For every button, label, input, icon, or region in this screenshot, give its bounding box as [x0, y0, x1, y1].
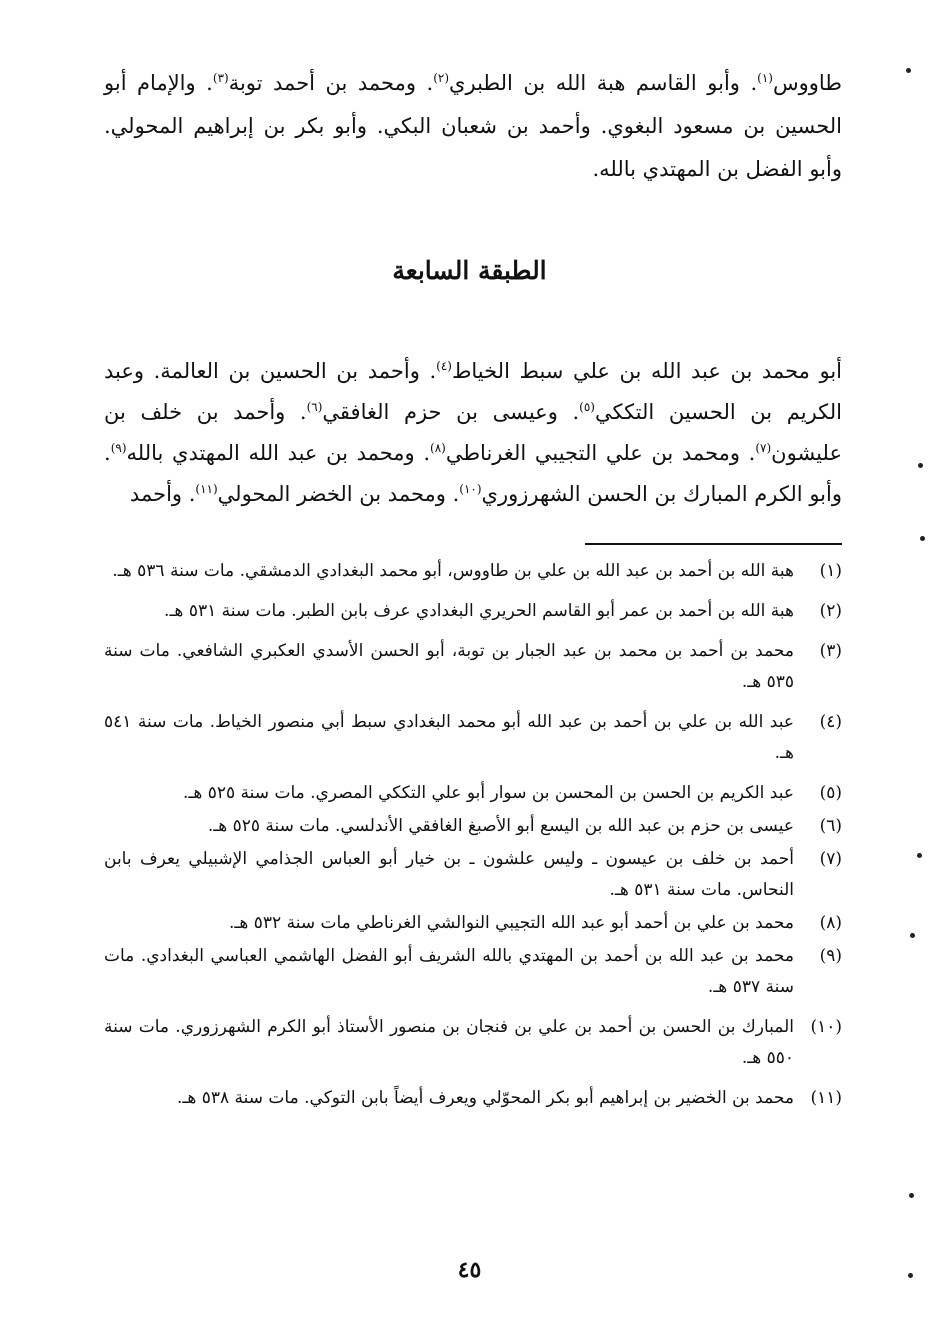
footnote-item — [104, 811, 842, 842]
footnote-divider — [585, 543, 842, 545]
footnote-item — [104, 556, 842, 587]
scan-speck — [908, 1273, 913, 1278]
body-text: . ومحمد بن الخضر المحولي — [217, 482, 460, 506]
footnote-text: أحمد بن خلف بن عيسون ـ وليس علشون ـ بن خيار أبو العباس الجذامي الإشبيلي يعرف بابن النحاس. مات سنة ٥٣١ هـ. — [104, 849, 794, 900]
scan-speck — [906, 68, 911, 73]
footnote-item — [104, 1012, 842, 1074]
intro-text: طاووس — [772, 71, 843, 95]
body-text: . وعيسى بن حزم الغافقي — [322, 400, 580, 424]
footnote-ref[interactable]: (٣) — [212, 71, 229, 85]
body-text: . ومحمد بن عبد الله المهتدي بالله — [126, 441, 430, 465]
footnote-item — [104, 636, 842, 698]
page-number: ٤٥ — [457, 1257, 482, 1283]
footnote-item — [104, 1083, 842, 1114]
footnote-text: عبد الكريم بن الحسن بن المحسن بن سوار أبو علي التككي المصري. مات سنة ٥٢٥ هـ. — [182, 783, 794, 803]
footnote-number: (١) — [819, 561, 842, 581]
footnote-ref[interactable]: (٤) — [436, 359, 452, 373]
footnote-number: (١٠) — [810, 1017, 842, 1037]
scan-speck — [917, 853, 922, 858]
footnote-ref[interactable]: (١١) — [195, 482, 218, 496]
footnote-item — [104, 778, 842, 809]
footnote-text: هبة الله بن أحمد بن عبد الله بن علي بن طاووس، أبو محمد البغدادي الدمشقي. مات سنة ٥٣٦ هـ. — [112, 561, 794, 581]
scan-speck — [920, 536, 925, 541]
footnote-item — [104, 908, 842, 939]
scan-speck — [910, 933, 915, 938]
footnote-ref[interactable]: (٧) — [755, 441, 772, 455]
footnote-text: هبة الله بن أحمد بن عمر أبو القاسم الحريري البغدادي عرف بابن الطبر. مات سنة ٥٣١ هـ. — [164, 601, 794, 621]
footnote-number: (٧) — [819, 849, 842, 869]
section-heading: الطبقة السابعة — [392, 256, 547, 285]
footnote-number: (٤) — [819, 712, 842, 732]
body-text: . وأحمد — [129, 482, 196, 506]
body-text: . وأحمد بن خلف بن عليشون — [104, 400, 842, 465]
footnote-item — [104, 596, 842, 627]
body-text: . ومحمد بن علي التجيبي الغرناطي — [445, 441, 756, 465]
footnote-number: (٨) — [819, 913, 842, 933]
footnote-number: (٣) — [819, 641, 842, 661]
footnote-item — [104, 941, 842, 1003]
body-paragraph — [104, 351, 842, 515]
footnote-text: عيسى بن حزم بن عبد الله بن اليسع أبو الأصبغ الغافقي الأندلسي. مات سنة ٥٢٥ هـ. — [207, 816, 794, 836]
footnote-text: المبارك بن الحسن بن أحمد بن علي بن فنجان بن منصور الأستاذ أبو الكرم الشهرزوري. مات سنة ٥٥٠ هـ. — [104, 1017, 794, 1068]
footnote-ref[interactable]: (٩) — [110, 441, 127, 455]
footnote-number: (١١) — [810, 1088, 842, 1108]
body-text: أبو محمد بن عبد الله بن علي سبط الخياط — [451, 359, 842, 383]
footnote-item — [104, 844, 842, 906]
scan-speck — [918, 463, 923, 468]
footnote-text: محمد بن أحمد بن محمد بن عبد الجبار بن توبة، أبو الحسن الأسدي العكبري الشافعي. مات سنة ٥٣٥ هـ. — [104, 641, 794, 692]
footnote-number: (٢) — [819, 601, 842, 621]
footnote-text: محمد بن علي بن أحمد أبو عبد الله التجيبي النوالشي الغرناطي مات سنة ٥٣٢ هـ. — [229, 913, 794, 933]
footnote-item — [104, 707, 842, 769]
footnote-ref[interactable]: (٥) — [579, 400, 595, 414]
footnote-ref[interactable]: (١) — [757, 71, 773, 85]
footnote-ref[interactable]: (٦) — [306, 400, 323, 414]
footnote-text: محمد بن عبد الله بن أحمد بن المهتدي بالله الشريف أبو الفضل الهاشمي العباسي البغدادي. مات سنة ٥٣٧ هـ. — [104, 946, 794, 997]
footnote-ref[interactable]: (٨) — [430, 441, 446, 455]
footnote-number: (٥) — [819, 783, 842, 803]
body-text: . وأبو الكرم المبارك بن الحسن الشهرزوري — [104, 441, 842, 506]
footnote-ref[interactable]: (١٠) — [459, 482, 482, 496]
body-text: . وأحمد بن الحسين بن العالمة. وعبد الكريم بن الحسين التككي — [104, 359, 842, 424]
footnote-text: عبد الله بن علي بن أحمد بن عبد الله أبو محمد البغدادي سبط أبي منصور الخياط. مات سنة ٥٤١ هـ. — [104, 712, 794, 763]
intro-text: . ومحمد بن أحمد توبة — [228, 71, 434, 95]
intro-text: . والإمام أبو الحسين بن مسعود البغوي. وأحمد بن شعبان البكي. وأبو بكر بن إبراهيم المحولي. وأبو الفضل بن المهتدي بالله. — [104, 71, 842, 181]
footnote-number: (٦) — [819, 816, 842, 836]
intro-paragraph — [104, 62, 842, 191]
footnote-number: (٩) — [819, 946, 842, 966]
intro-text: . وأبو القاسم هبة الله بن الطبري — [449, 71, 758, 95]
footnotes-section — [104, 556, 842, 1123]
footnote-ref[interactable]: (٢) — [433, 71, 450, 85]
footnote-text: محمد بن الخضير بن إبراهيم أبو بكر المحوّلي ويعرف أيضاً بابن التوكي. مات سنة ٥٣٨ هـ. — [176, 1088, 794, 1108]
scan-speck — [909, 1193, 914, 1198]
